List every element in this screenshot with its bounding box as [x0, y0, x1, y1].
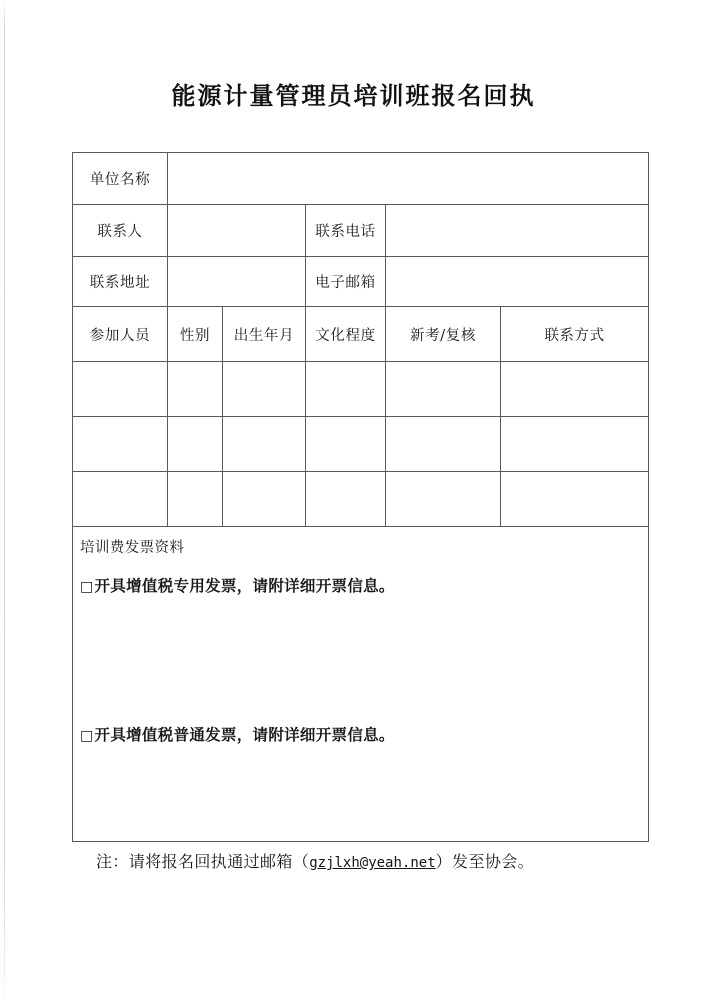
cell-gender[interactable]: [168, 472, 223, 527]
table-row-contact-address: [73, 257, 649, 307]
invoice-option-general[interactable]: [80, 723, 395, 745]
cell-gender[interactable]: [168, 417, 223, 472]
table-row: [73, 417, 649, 472]
label-contact-person: 联系人: [73, 205, 168, 257]
scan-edge-artifact: [4, 0, 5, 1000]
cell-gender[interactable]: [168, 362, 223, 417]
label-unit-name: 单位名称: [73, 153, 168, 205]
cell-education[interactable]: [306, 362, 386, 417]
header-education: 文化程度: [306, 307, 386, 362]
field-contact-address[interactable]: [168, 257, 306, 307]
field-contact-phone[interactable]: [386, 205, 649, 257]
table-row-participant-headers: [73, 307, 649, 362]
invoice-option-special[interactable]: [80, 574, 395, 596]
cell-birth-date[interactable]: [223, 472, 306, 527]
invoice-section: [73, 527, 649, 842]
cell-exam-type[interactable]: [386, 362, 501, 417]
label-email: 电子邮箱: [306, 257, 386, 307]
cell-birth-date[interactable]: [223, 362, 306, 417]
table-row: [73, 472, 649, 527]
page-title: 能源计量管理员培训班报名回执: [171, 81, 536, 110]
header-birth-date: 出生年月: [223, 307, 306, 362]
field-unit-name[interactable]: [168, 153, 649, 205]
registration-form-table: [72, 152, 649, 842]
cell-exam-type[interactable]: [386, 417, 501, 472]
table-row: [73, 362, 649, 417]
footer-note-suffix: ）发至协会。: [435, 852, 535, 871]
table-row-unit-name: [73, 153, 649, 205]
cell-contact-method[interactable]: [501, 417, 649, 472]
footer-note: [72, 849, 648, 872]
cell-contact-method[interactable]: [501, 362, 649, 417]
cell-participant-name[interactable]: [73, 417, 168, 472]
header-participant-name: 参加人员: [73, 307, 168, 362]
label-contact-phone: 联系电话: [306, 205, 386, 257]
label-contact-address: 联系地址: [73, 257, 168, 307]
contact-email-link[interactable]: gzjlxh@yeah.net: [309, 855, 436, 871]
invoice-option-general-label: 开具增值税普通发票，请附详细开票信息。: [94, 725, 395, 744]
cell-participant-name[interactable]: [73, 362, 168, 417]
header-exam-type: 新考/复核: [386, 307, 501, 362]
footer-note-prefix: 注：请将报名回执通过邮箱（: [96, 852, 310, 871]
table-row-invoice-block: [73, 527, 649, 842]
cell-participant-name[interactable]: [73, 472, 168, 527]
invoice-heading: 培训费发票资料: [80, 540, 185, 556]
table-row-contact-person: [73, 205, 649, 257]
cell-education[interactable]: [306, 417, 386, 472]
field-contact-person[interactable]: [168, 205, 306, 257]
checkbox-icon[interactable]: □: [80, 579, 94, 595]
field-email[interactable]: [386, 257, 649, 307]
checkbox-icon[interactable]: □: [80, 728, 94, 744]
cell-birth-date[interactable]: [223, 417, 306, 472]
cell-contact-method[interactable]: [501, 472, 649, 527]
cell-education[interactable]: [306, 472, 386, 527]
invoice-option-special-label: 开具增值税专用发票，请附详细开票信息。: [94, 576, 395, 595]
header-gender: 性别: [168, 307, 223, 362]
header-contact-method: 联系方式: [501, 307, 649, 362]
cell-exam-type[interactable]: [386, 472, 501, 527]
